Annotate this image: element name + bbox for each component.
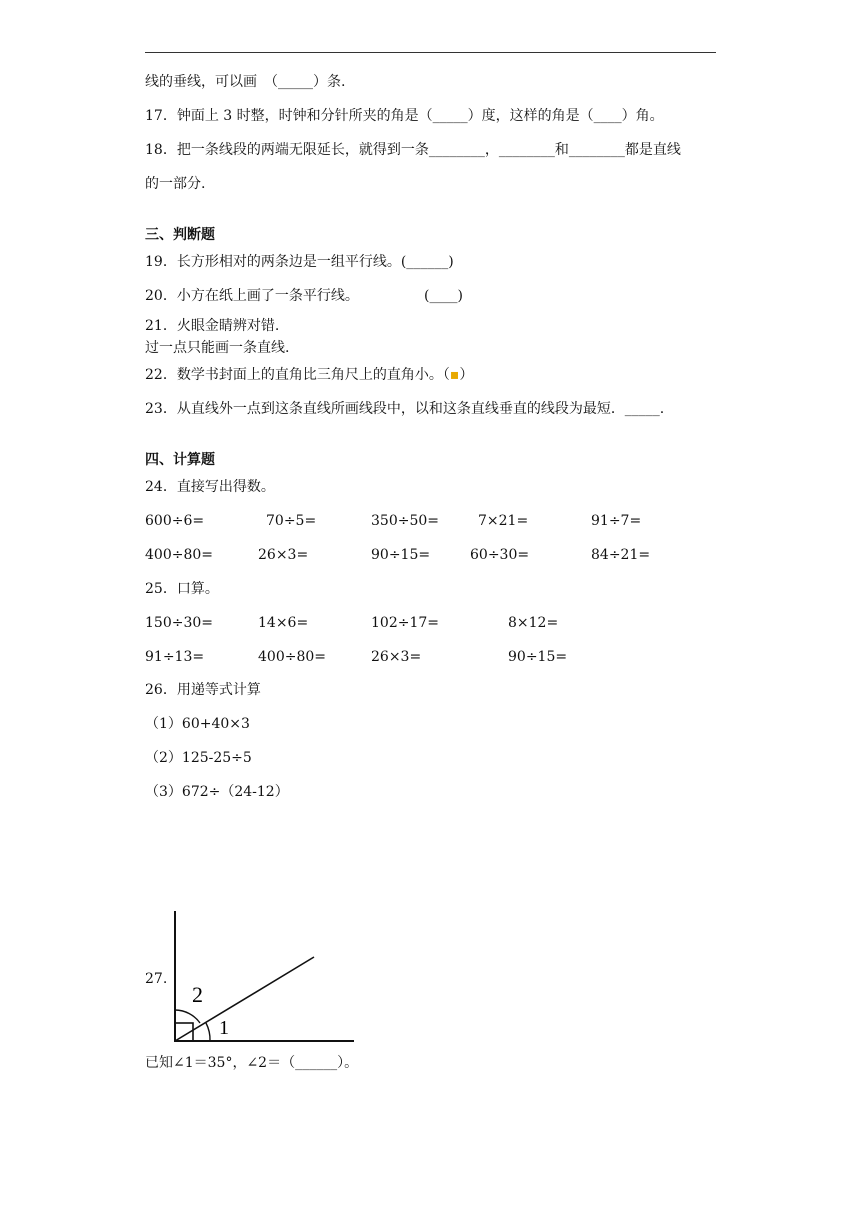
angle1-label: 1 xyxy=(219,1017,229,1039)
q24-r2-c1: 400÷80= xyxy=(145,547,213,563)
q27-number: 27. xyxy=(145,971,168,987)
q26-item-3: （3）672÷（24-12） xyxy=(145,784,289,800)
q20: 20．小方在纸上画了一条平行线。 xyxy=(145,288,359,304)
angle2-arc xyxy=(175,1010,200,1023)
q24-r2-c2: 26×3= xyxy=(258,547,309,563)
q25-r1-c4: 8×12= xyxy=(508,615,559,631)
q25-title: 25．口算。 xyxy=(145,581,219,597)
q22-close: ） xyxy=(459,367,474,383)
q26-title: 26．用递等式计算 xyxy=(145,682,261,698)
q19: 19．长方形相对的两条边是一组平行线。(______) xyxy=(145,254,454,270)
q25-r2-c2: 400÷80= xyxy=(258,649,326,665)
q26-item-2: （2）125-25÷5 xyxy=(145,750,252,766)
q22-mark: ▪ xyxy=(449,367,460,383)
q26-item-1: （1）60+40×3 xyxy=(145,716,250,732)
q24-r1-c1: 600÷6= xyxy=(145,513,205,529)
q21-line1: 21．火眼金睛辨对错. xyxy=(145,318,280,334)
angle1-arc xyxy=(206,1023,210,1041)
q24-r1-c3: 350÷50= xyxy=(371,513,439,529)
q18-line2: 的一部分. xyxy=(145,176,206,192)
section3-title: 三、判断题 xyxy=(145,227,215,243)
q16-tail: 线的垂线，可以画 （_____）条. xyxy=(145,74,346,90)
q24-r1-c2: 70÷5= xyxy=(266,513,317,529)
q20-blank: (____) xyxy=(424,288,463,304)
q24-r1-c4: 7×21= xyxy=(478,513,529,529)
q18-line1: 18．把一条线段的两端无限延长，就得到一条________，________和________都是直线 xyxy=(145,142,681,158)
q25-r1-c2: 14×6= xyxy=(258,615,309,631)
q17: 17．钟面上 3 时整，时钟和分针所夹的角是（_____）度，这样的角是（____）角。 xyxy=(145,108,664,124)
angle2-label: 2 xyxy=(192,982,203,1007)
q23: 23．从直线外一点到这条直线所画线段中，以和这条直线垂直的线段为最短．_____. xyxy=(145,401,665,417)
q25-r2-c1: 91÷13= xyxy=(145,649,205,665)
q24-r2-c4: 60÷30= xyxy=(470,547,530,563)
q24-r2-c5: 84÷21= xyxy=(591,547,651,563)
q24-r1-c5: 91÷7= xyxy=(591,513,642,529)
q25-r1-c3: 102÷17= xyxy=(371,615,439,631)
q25-r1-c1: 150÷30= xyxy=(145,615,213,631)
q21-line2: 过一点只能画一条直线. xyxy=(145,340,290,356)
q25-r2-c3: 26×3= xyxy=(371,649,422,665)
q22-text: 22．数学书封面上的直角比三角尺上的直角小。（ xyxy=(145,367,450,383)
q25-r2-c4: 90÷15= xyxy=(508,649,568,665)
q27-text: 已知∠1＝35°，∠2＝（______）。 xyxy=(145,1055,359,1071)
q24-title: 24．直接写出得数。 xyxy=(145,479,275,495)
q24-r2-c3: 90÷15= xyxy=(371,547,431,563)
section4-title: 四、计算题 xyxy=(145,452,215,468)
